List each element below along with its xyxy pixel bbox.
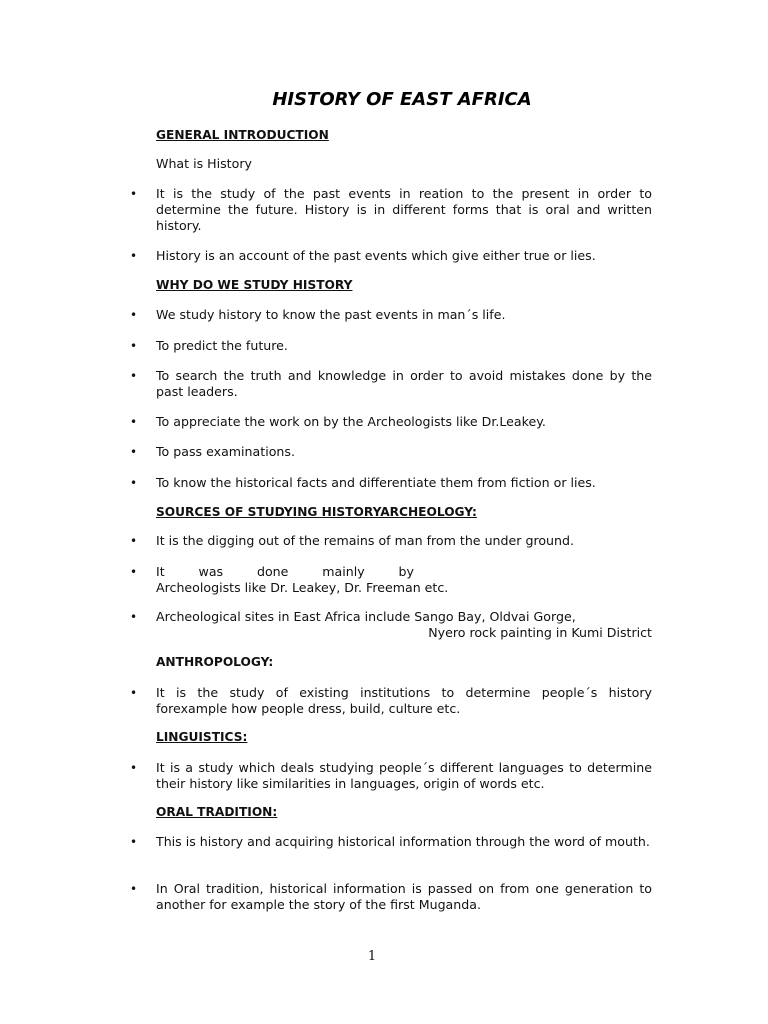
section-heading-why-study-history: WHY DO WE STUDY HISTORY xyxy=(156,278,353,292)
list-item-continuation: Nyero rock painting in Kumi District xyxy=(428,625,652,640)
bullet-icon: • xyxy=(130,445,138,459)
list-item: We study history to know the past events in man´s life. xyxy=(156,307,506,322)
bullet-icon: • xyxy=(130,415,138,429)
bullet-icon: • xyxy=(130,249,138,263)
bullet-icon: • xyxy=(130,882,138,896)
list-item: To pass examinations. xyxy=(156,444,295,459)
page-number: 1 xyxy=(367,949,377,964)
list-item: It is the study of the past events in reation to the present in order to determine the future. History is in different forms that is oral and written history. xyxy=(156,186,652,233)
bullet-icon: • xyxy=(130,339,138,353)
list-item: It is a study which deals studying people´s different languages to determine their history like similarities in languages, origin of words etc. xyxy=(156,760,652,791)
list-item: To search the truth and knowledge in order to avoid mistakes done by the past leaders. xyxy=(156,368,652,399)
list-item: It was done mainly by xyxy=(156,564,414,579)
section-heading-linguistics: LINGUISTICS: xyxy=(156,730,248,744)
bullet-icon: • xyxy=(130,476,138,490)
bullet-icon: • xyxy=(130,308,138,322)
bullet-icon: • xyxy=(130,534,138,548)
list-item-continuation: Archeologists like Dr. Leakey, Dr. Freeman etc. xyxy=(156,580,449,595)
section-heading-sources: SOURCES OF STUDYING HISTORYARCHEOLOGY: xyxy=(156,505,477,519)
list-item: To know the historical facts and differentiate them from fiction or lies. xyxy=(156,475,596,490)
list-item: It is the digging out of the remains of man from the under ground. xyxy=(156,533,575,548)
section-heading-general-introduction: GENERAL INTRODUCTION xyxy=(156,128,329,142)
bullet-icon: • xyxy=(130,187,138,201)
list-item: This is history and acquiring historical information through the word of mouth. xyxy=(156,834,650,849)
bullet-icon: • xyxy=(130,761,138,775)
list-item: Archeological sites in East Africa include Sango Bay, Oldvai Gorge, xyxy=(156,609,576,624)
list-item: To predict the future. xyxy=(156,338,288,353)
list-item: History is an account of the past events which give either true or lies. xyxy=(156,248,596,263)
section-heading-anthropology: ANTHROPOLOGY: xyxy=(156,655,274,669)
bullet-icon: • xyxy=(130,369,138,383)
bullet-icon: • xyxy=(130,835,138,849)
subheading-what-is-history: What is History xyxy=(156,156,252,171)
list-item: To appreciate the work on by the Archeologists like Dr.Leakey. xyxy=(156,414,546,429)
bullet-icon: • xyxy=(130,686,138,700)
list-item: In Oral tradition, historical information is passed on from one generation to another for example the story of the first Muganda. xyxy=(156,881,652,912)
list-item: It is the study of existing institutions to determine people´s history forexample how people dress, build, culture etc. xyxy=(156,685,652,716)
document-title: HISTORY OF EAST AFRICA xyxy=(272,89,532,110)
bullet-icon: • xyxy=(130,610,138,624)
bullet-icon: • xyxy=(130,565,138,579)
section-heading-oral-tradition: ORAL TRADITION: xyxy=(156,805,278,819)
